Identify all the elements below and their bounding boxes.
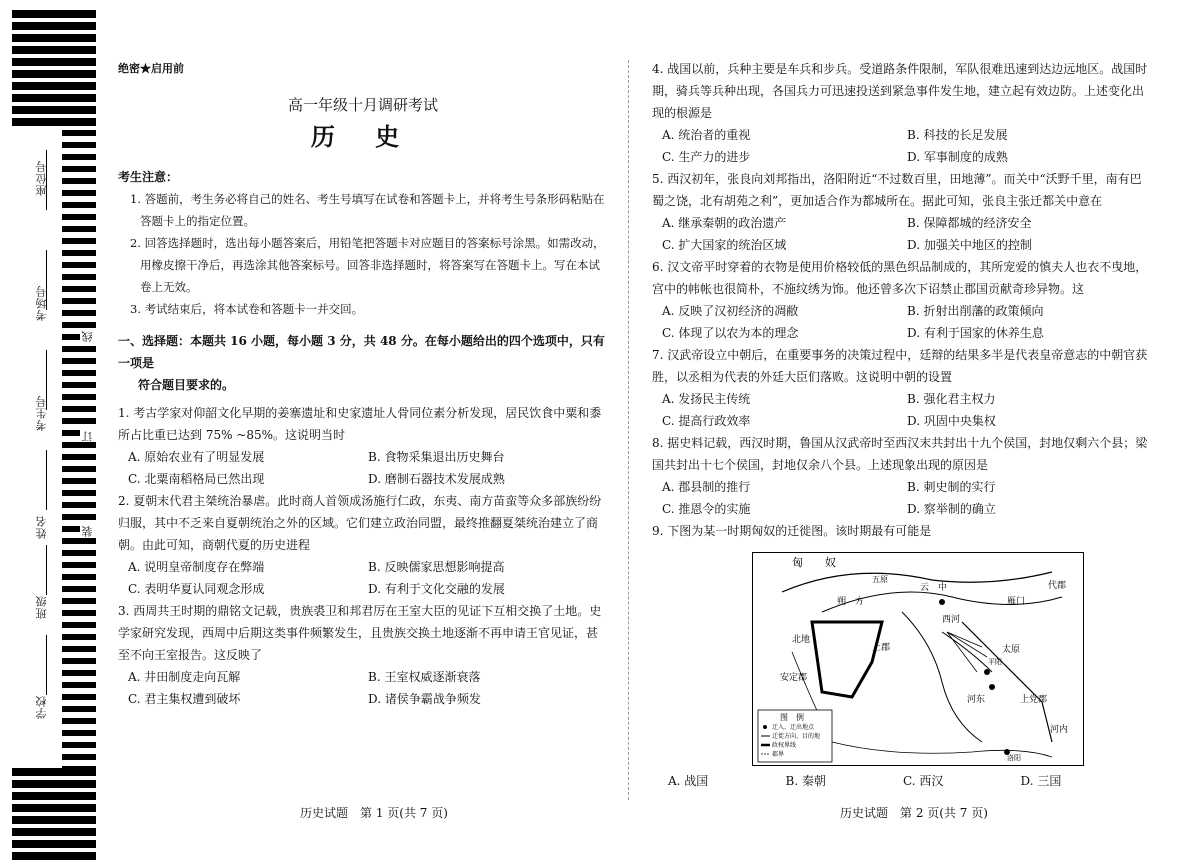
fill-line [46, 450, 47, 510]
option: C. 体现了以农为本的理念 [662, 326, 799, 340]
binding-char: 装 [81, 525, 94, 537]
option: C. 推恩令的实施 [662, 502, 751, 516]
page-divider [628, 60, 630, 800]
option: C. 扩大国家的统治区域 [662, 238, 787, 252]
map-label: 安定郡 [780, 673, 808, 683]
option: A. 说明皇帝制度存在弊端 [128, 560, 265, 574]
map-label: 太原 [1002, 645, 1021, 655]
option: D. 有利于文化交融的发展 [368, 582, 505, 596]
option: D. 军事制度的成熟 [907, 150, 1008, 164]
legend-item: 迁入、迁出地点 [772, 724, 815, 731]
question-4 [652, 58, 1152, 168]
map-label: 西河 [942, 615, 961, 625]
secret-label: 绝密★启用前 [118, 62, 184, 75]
map-label: 北地 [792, 635, 811, 645]
question-9-options [668, 770, 1138, 792]
map-label: 平阳 [988, 658, 1002, 666]
option: C. 君主集权遭到破坏 [128, 692, 241, 706]
map-label: 雁门 [1007, 597, 1026, 607]
option: B. 保障都城的经济安全 [907, 216, 1032, 230]
strip-bar [12, 792, 96, 800]
option: B. 食物采集退出历史舞台 [368, 450, 505, 464]
location-dot [939, 599, 945, 605]
map-label: 上党郡 [1020, 695, 1048, 705]
subject-title: 历 史 [310, 122, 416, 151]
fill-line [46, 545, 47, 595]
options [118, 556, 608, 600]
question-stem: 3. 西周共王时期的鼎铭文记载，贵族裘卫和邦君厉在王室大臣的见证下互相交换了土地。史学家研究发现，西周中后期这类事件频繁发生，且贵族交换土地逐渐不再申请王官见证，甚至不向王室报告。这反映了 [118, 604, 602, 662]
question-stem: 2. 夏朝末代君主桀统治暴虐。此时商人首领成汤施行仁政，东夷、南方苗蛮等众多部族纷纷归服，其中不乏来自夏朝统治之外的区域。它们建立政治同盟，最终推翻夏桀统治建立了商朝。由此可知，商朝代夏的历史进程 [118, 494, 602, 552]
options [652, 476, 1152, 520]
map-label: 五原 [872, 575, 888, 584]
option: D. 巩固中央集权 [907, 414, 996, 428]
question-2 [118, 490, 608, 600]
note-item: 1. 答题前，考生务必将自己的姓名、考生号填写在试卷和答题卡上，并将考生号条形码粘贴在答题卡上的指定位置。 [130, 192, 605, 228]
legend-item: 政权界线 [772, 742, 797, 749]
question-stem: 9. 下图为某一时期匈奴的迁徙图。该时期最有可能是 [652, 524, 932, 538]
option: D. 磨制石器技术发展成熟 [368, 472, 505, 486]
strip-bar [12, 816, 96, 824]
room-label: 考场号 [35, 285, 48, 321]
option: B. 刺史制的实行 [907, 480, 996, 494]
location-dot [989, 684, 995, 690]
option: B. 秦朝 [785, 774, 826, 788]
option: A. 战国 [668, 774, 709, 788]
options [652, 388, 1152, 432]
options [652, 212, 1152, 256]
map-label: 洛阳 [1007, 754, 1021, 762]
strip-bar [12, 768, 96, 776]
option: D. 察举制的确立 [907, 502, 996, 516]
note-item: 3. 考试结束后，将本试卷和答题卡一并交回。 [130, 302, 364, 316]
map-label: 匈 奴 [792, 556, 836, 569]
location-dot [984, 669, 990, 675]
exam-title: 高一年级十月调研考试 [287, 96, 438, 114]
strip-bar [12, 780, 96, 788]
strip-bar [12, 34, 96, 42]
map-label: 河内 [1050, 725, 1069, 735]
question-stem: 4. 战国以前，兵种主要是车兵和步兵。受道路条件限制，军队很难迅速到达边远地区。战国时期，骑兵等兵种出现，各国兵力可迅速投送到紧急事件发生地，建立起有效边防。上述变化出现的根源是 [652, 62, 1148, 120]
options [652, 300, 1152, 344]
option: C. 北粟南稻格局已然出现 [128, 472, 265, 486]
question-7 [652, 344, 1152, 432]
strip-bar [12, 22, 96, 30]
options [118, 446, 608, 490]
legend-item: 迁徙方向、目的地 [772, 733, 821, 740]
strip-bar [12, 840, 96, 848]
option: B. 科技的长足发展 [907, 128, 1008, 142]
notes-title: 考生注意： [118, 170, 179, 184]
binding-char: 线 [81, 330, 94, 342]
map-label: 云 中 [920, 583, 948, 593]
strip-bar [12, 804, 96, 812]
legend-dot-icon [763, 725, 767, 729]
option: C. 提高行政效率 [662, 414, 751, 428]
option: C. 表明华夏认同观念形成 [128, 582, 265, 596]
page-1 [118, 58, 608, 710]
question-5 [652, 168, 1152, 256]
options [652, 124, 1152, 168]
question-1 [118, 402, 608, 490]
option: A. 郡县制的推行 [662, 480, 751, 494]
question-stem: 6. 汉文帝平时穿着的衣物是使用价格较低的黑色织品制成的，其所宠爱的慎夫人也衣不曳地，宫中的帏帐也很简朴，不施纹绣为饰。他还曾多次下诏禁止郡国贡献奇珍异物。这 [652, 260, 1148, 296]
question-stem: 7. 汉武帝设立中朝后，在重要事务的决策过程中，廷辩的结果多半是代表皇帝意志的中朝官获胜，以丞相为代表的外廷大臣们落败。这说明中朝的设置 [652, 348, 1148, 384]
name-label: 姓名 [35, 515, 48, 539]
class-label: 班级 [35, 595, 48, 619]
note-item: 2. 回答选择题时，选出每小题答案后，用铅笔把答题卡对应题目的答案标号涂黑。如需改动，用橡皮擦干净后，再选涂其他答案标号。回答非选择题时，将答案写在答题卡上。写在本试卷上无效。 [130, 236, 605, 294]
option: A. 统治者的重视 [662, 128, 751, 142]
id-label: 考生号 [35, 395, 48, 431]
strip-bar [12, 106, 96, 114]
option: A. 反映了汉初经济的凋敝 [662, 304, 799, 318]
question-stem: 8. 据史料记载，西汉时期，鲁国从汉武帝时至西汉末共封出十九个侯国，封地仅剩六个县；梁国共封出十七个侯国，封地仅余八个县。上述现象出现的原因是 [652, 436, 1148, 472]
strip-bar [12, 10, 96, 18]
section-title: 一、选择题：本题共 16 小题，每小题 3 分，共 48 分。在每小题给出的四个选项中，只有一项是 [118, 334, 605, 370]
option: C. 西汉 [903, 774, 944, 788]
migration-map [752, 552, 1084, 766]
option: D. 三国 [1020, 774, 1062, 788]
seat-label: 座位号 [35, 160, 48, 196]
strip-bar [12, 70, 96, 78]
page-2 [652, 58, 1152, 542]
option: A. 原始农业有了明显发展 [128, 450, 265, 464]
question-stem: 1. 考古学家对仰韶文化早期的姜寨遗址和史家遗址人骨同位素分析发现，居民饮食中粟和黍所占比重已达到 75% ~85%。这说明当时 [118, 406, 602, 442]
school-label: 学校 [35, 695, 48, 719]
question-6 [652, 256, 1152, 344]
strip-bar [12, 828, 96, 836]
option: B. 折射出削藩的政策倾向 [907, 304, 1044, 318]
question-9 [652, 520, 1152, 542]
option: B. 王室权威逐渐衰落 [368, 670, 481, 684]
strip-bar [12, 118, 96, 126]
option: D. 诸侯争霸战争频发 [368, 692, 481, 706]
page-2-footer: 历史试题 第 2 页(共 7 页) [840, 806, 988, 820]
fill-line [46, 635, 47, 695]
map-legend [758, 710, 832, 762]
question-8 [652, 432, 1152, 520]
map-label: 朔 方 [837, 597, 865, 607]
strip-bar [12, 94, 96, 102]
legend-item: 郡界 [772, 751, 785, 758]
legend-title: 图 例 [780, 713, 804, 722]
option: B. 强化君主权力 [907, 392, 996, 406]
strip-bar [12, 82, 96, 90]
page-1-footer: 历史试题 第 1 页(共 7 页) [300, 806, 448, 820]
map-label: 上郡 [872, 643, 891, 653]
options [118, 666, 608, 710]
option: B. 反映儒家思想影响提高 [368, 560, 505, 574]
option: C. 生产力的进步 [662, 150, 751, 164]
map-label: 河东 [967, 695, 986, 705]
option: A. 发扬民主传统 [662, 392, 751, 406]
strip-bar [12, 58, 96, 66]
binding-char: 订 [81, 430, 94, 442]
question-3 [118, 600, 608, 710]
option: D. 加强关中地区的控制 [907, 238, 1032, 252]
section-title-cont: 符合题目要求的。 [138, 378, 235, 392]
map-label: 代郡 [1048, 581, 1067, 591]
strip-bar [12, 852, 96, 860]
question-stem: 5. 西汉初年，张良向刘邦指出，洛阳附近“不过数百里，田地薄”。而关中“沃野千里，南有巴蜀之饶，北有胡苑之利”，更加适合作为都城所在。据此可知，张良主张迁都关中意在 [652, 172, 1142, 208]
option: A. 继承秦朝的政治遗产 [662, 216, 787, 230]
strip-bar [12, 46, 96, 54]
option: D. 有利于国家的休养生息 [907, 326, 1044, 340]
option: A. 井田制度走向瓦解 [128, 670, 241, 684]
strip-pattern [62, 130, 96, 770]
